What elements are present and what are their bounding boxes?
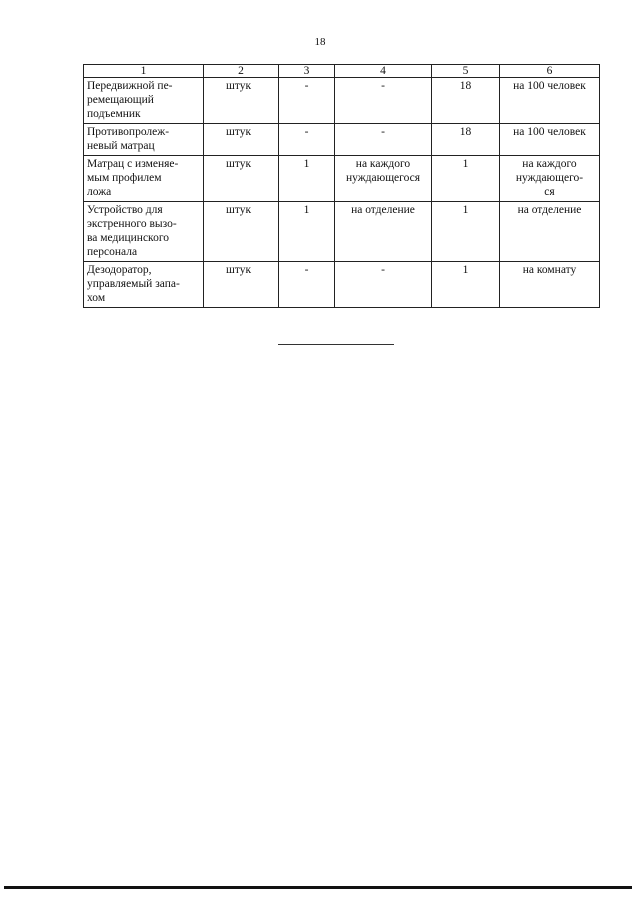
text-line: на отделение [517,204,582,216]
text-line: ремещающий [87,94,154,106]
quantity-cell: 18 [432,78,500,124]
basis-cell [335,262,432,308]
quantity-cell: 1 [432,202,500,262]
unit-cell: штук [204,156,279,202]
basis-cell [500,202,600,262]
basis-cell [335,78,432,124]
text-line: на 100 человек [513,126,586,138]
text-line: ва медицинского [87,232,169,244]
quantity-cell: 1 [279,156,335,202]
table-row [84,202,600,262]
quantity-cell: - [279,78,335,124]
item-name-cell [84,202,204,262]
text-line: на комнату [522,264,577,276]
text-line: управляемый запа- [87,278,180,290]
text-line: нуждающегося [345,172,421,184]
text-line: - [381,80,385,92]
quantity-cell: 1 [432,156,500,202]
text-line: на 100 человек [513,80,586,92]
item-name-cell [84,262,204,308]
column-header: 5 [432,65,500,78]
text-line: экстренного вызо- [87,218,177,230]
text-line: персонала [87,246,138,258]
column-header: 6 [500,65,600,78]
text-line: на каждого [522,158,577,170]
end-separator-line [278,344,394,345]
text-line: нуждающего- [515,172,584,184]
basis-cell [335,202,432,262]
unit-cell: штук [204,124,279,156]
quantity-cell: 18 [432,124,500,156]
basis-cell [500,124,600,156]
column-header: 2 [204,65,279,78]
text-line: мым профилем [87,172,162,184]
text-line: на отделение [351,204,415,216]
item-name-cell [84,124,204,156]
table-row [84,78,600,124]
page-bottom-rule [4,886,632,889]
unit-cell: штук [204,78,279,124]
item-name-cell [84,156,204,202]
equipment-table [83,64,600,308]
table-row [84,262,600,308]
text-line: - [381,126,385,138]
text-line: Передвижной пе- [87,80,173,92]
column-header: 3 [279,65,335,78]
text-line: ся [544,186,555,198]
unit-cell: штук [204,262,279,308]
text-line: хом [87,292,106,304]
basis-cell [500,156,600,202]
basis-cell [500,78,600,124]
column-header: 1 [84,65,204,78]
table-row [84,156,600,202]
basis-cell [335,124,432,156]
item-name-cell [84,78,204,124]
text-line: на каждого [355,158,411,170]
quantity-cell: 1 [279,202,335,262]
unit-cell: штук [204,202,279,262]
quantity-cell: 1 [432,262,500,308]
page-number: 18 [314,36,326,48]
text-line: Устройство для [87,204,163,216]
text-line: ложа [87,186,112,198]
text-line: подъемник [87,108,141,120]
quantity-cell: - [279,124,335,156]
text-line: Матрац с изменяе- [87,158,179,170]
text-line: Дезодоратор, [87,264,152,276]
table-row [84,124,600,156]
quantity-cell: - [279,262,335,308]
text-line: - [381,264,385,276]
basis-cell [500,262,600,308]
text-line: невый матрац [87,140,155,152]
basis-cell [335,156,432,202]
table-header-row [84,65,600,78]
text-line: Противопролеж- [87,126,170,138]
column-header: 4 [335,65,432,78]
